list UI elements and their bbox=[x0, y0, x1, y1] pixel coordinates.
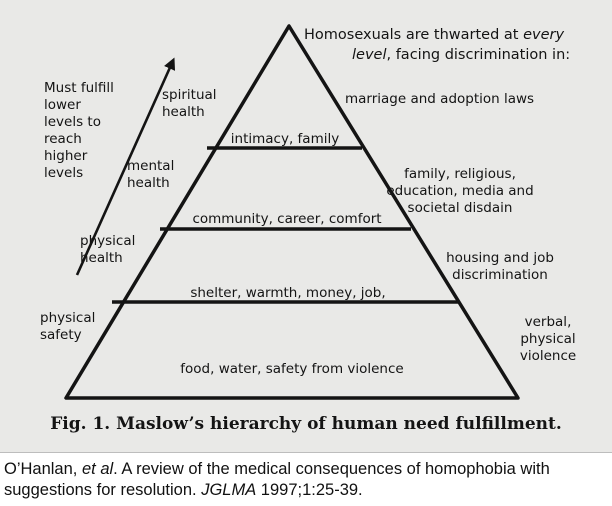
barrier-label-3: housing and job discrimination bbox=[446, 250, 554, 283]
label-mental-health: mental health bbox=[127, 158, 175, 191]
source-citation: O’Hanlan, et al. A review of the medical consequences of homophobia with suggestions for resolution. JGLMA 1997;1:25-39. bbox=[4, 460, 550, 499]
tier-1-label: intimacy, family bbox=[230, 131, 340, 147]
barrier-label-4: verbal, physical violence bbox=[519, 314, 577, 364]
barrier-label-2: family, religious, education, media and societal disdain bbox=[386, 166, 534, 216]
label-physical-health: physical health bbox=[80, 233, 136, 266]
tier-3-label: shelter, warmth, money, job, bbox=[190, 285, 386, 301]
label-spiritual-health: spiritual health bbox=[162, 87, 217, 120]
figure-header: Homosexuals are thwarted at every level, facing discrimination in: bbox=[304, 27, 571, 63]
tier-4-label: food, water, safety from violence bbox=[180, 361, 404, 377]
label-physical-safety: physical safety bbox=[40, 310, 96, 343]
tier-2-label: community, career, comfort bbox=[192, 211, 382, 227]
barrier-label-1: marriage and adoption laws bbox=[345, 91, 535, 107]
figure-caption: Fig. 1. Maslow’s hierarchy of human need fulfillment. bbox=[50, 414, 562, 434]
arrow-label: Must fulfill lower levels to reach higher levels bbox=[44, 80, 114, 181]
